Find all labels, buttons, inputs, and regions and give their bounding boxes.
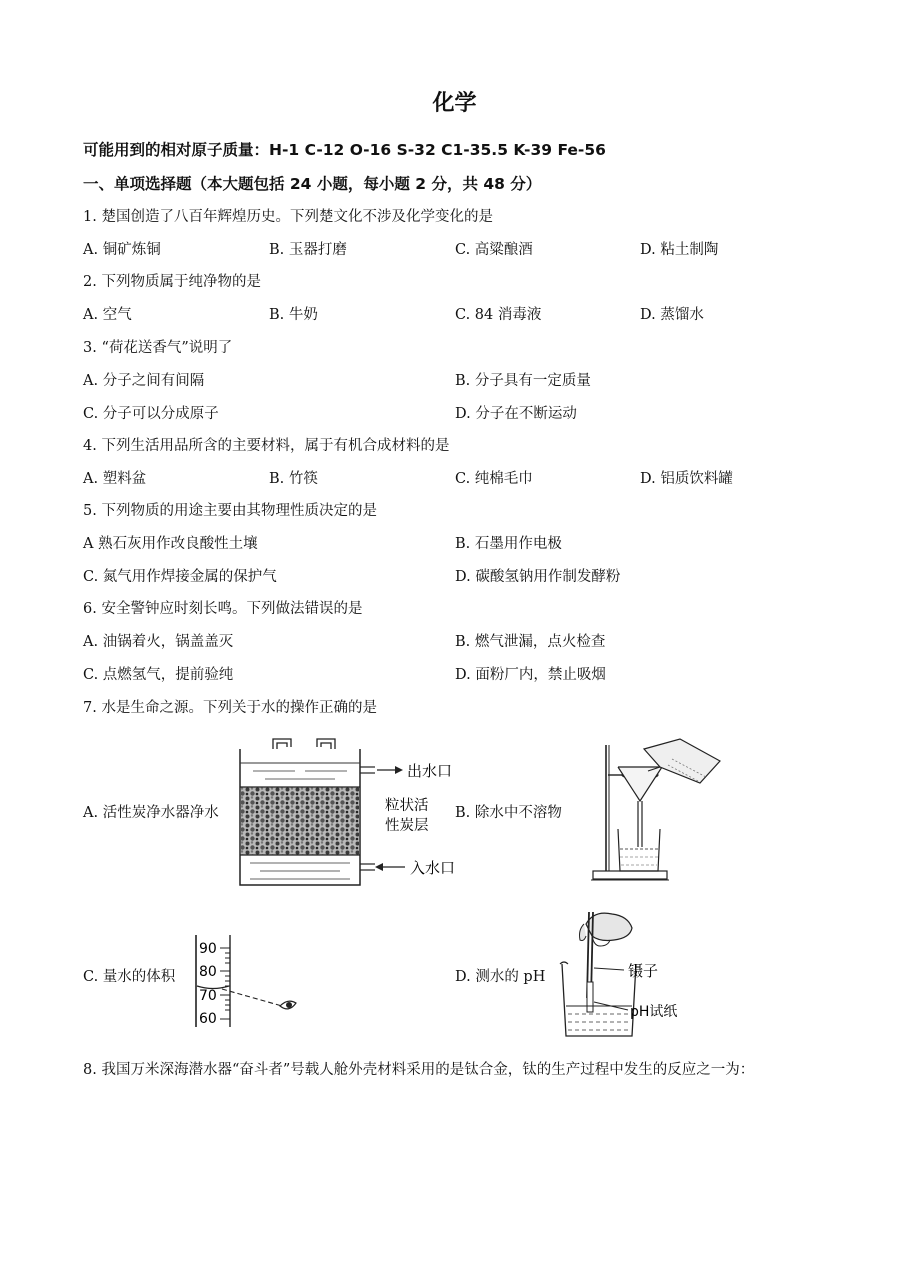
q3-option-a: A. 分子之间有间隔: [83, 373, 205, 389]
q7-option-d: D. 测水的 pH: [455, 969, 546, 985]
q5-option-d: D. 碳酸氢钠用作制发酵粉: [455, 569, 621, 585]
q4-option-b: B. 竹筷: [269, 471, 318, 487]
tick-label-80: 80: [199, 964, 217, 980]
q3-option-c: C. 分子可以分成原子: [83, 406, 219, 422]
q4-option-d: D. 铝质饮料罐: [640, 471, 733, 487]
question-7-stem: 7. 水是生命之源。下列关于水的操作正确的是: [83, 700, 377, 716]
tweezers-label: 镊子: [628, 962, 659, 980]
q1-option-d: D. 粘土制陶: [640, 242, 719, 258]
question-4-stem: 4. 下列生活用品所含的主要材料，属于有机合成材料的是: [83, 438, 450, 454]
q2-option-b: B. 牛奶: [269, 307, 318, 323]
q3-option-d: D. 分子在不断运动: [455, 406, 577, 422]
q3-option-b: B. 分子具有一定质量: [455, 373, 591, 389]
q2-option-a: A. 空气: [83, 307, 132, 323]
page-title: 化学: [432, 91, 477, 116]
filtration-figure: [588, 737, 728, 885]
inlet-label: 入水口: [410, 859, 456, 877]
q5-option-b: B. 石墨用作电极: [455, 536, 562, 552]
q1-option-c: C. 高粱酿酒: [455, 242, 533, 258]
carbon-layer-label-2: 性炭层: [385, 818, 429, 834]
q1-option-a: A. 铜矿炼铜: [83, 242, 161, 258]
q4-option-c: C. 纯棉毛巾: [455, 471, 533, 487]
q6-option-b: B. 燃气泄漏，点火检查: [455, 634, 606, 650]
q7-option-a: A. 活性炭净水器净水: [83, 805, 219, 821]
outlet-label: 出水口: [407, 762, 453, 780]
q6-option-c: C. 点燃氢气，提前验纯: [83, 667, 234, 683]
ph-test-figure: [556, 906, 691, 1041]
q7-option-b: B. 除水中不溶物: [455, 805, 562, 821]
ph-paper-label: pH试纸: [630, 1004, 678, 1020]
eye-icon: [280, 1001, 296, 1009]
section-heading: 一、单项选择题（本大题包括 24 小题，每小题 2 分，共 48 分）: [83, 175, 542, 193]
question-1-stem: 1. 楚国创造了八百年辉煌历史。下列楚文化不涉及化学变化的是: [83, 209, 493, 225]
q4-option-a: A. 塑料盆: [83, 471, 147, 487]
q2-option-d: D. 蒸馏水: [640, 307, 704, 323]
question-6-stem: 6. 安全警钟应时刻长鸣。下列做法错误的是: [83, 601, 363, 617]
q6-option-a: A. 油锅着火，锅盖盖灭: [83, 634, 234, 650]
q6-option-d: D. 面粉厂内，禁止吸烟: [455, 667, 606, 683]
q7-option-c: C. 量水的体积: [83, 969, 176, 985]
cylinder-reading-figure: [192, 933, 304, 1029]
q2-option-c: C. 84 消毒液: [455, 307, 542, 323]
tick-label-70: 70: [199, 988, 217, 1004]
carbon-layer-label-1: 粒状活: [385, 798, 429, 814]
question-3-stem: 3. “荷花送香气”说明了: [83, 340, 233, 356]
tick-label-90: 90: [199, 941, 217, 957]
question-5-stem: 5. 下列物质的用途主要由其物理性质决定的是: [83, 503, 377, 519]
question-8-stem: 8. 我国万米深海潜水器“奋斗者”号载人舱外壳材料采用的是钛合金，钛的生产过程中发生的反应之一为：: [83, 1062, 755, 1078]
tick-label-60: 60: [199, 1011, 217, 1027]
question-2-stem: 2. 下列物质属于纯净物的是: [83, 274, 261, 290]
atomic-masses: 可能用到的相对原子质量：H-1 C-12 O-16 S-32 C1-35.5 K-39 Fe-56: [83, 141, 606, 159]
q1-option-b: B. 玉器打磨: [269, 242, 347, 258]
q5-option-a: A 熟石灰用作改良酸性土壤: [83, 536, 258, 552]
carbon-filter-figure: [235, 733, 470, 888]
q5-option-c: C. 氮气用作焊接金属的保护气: [83, 569, 277, 585]
